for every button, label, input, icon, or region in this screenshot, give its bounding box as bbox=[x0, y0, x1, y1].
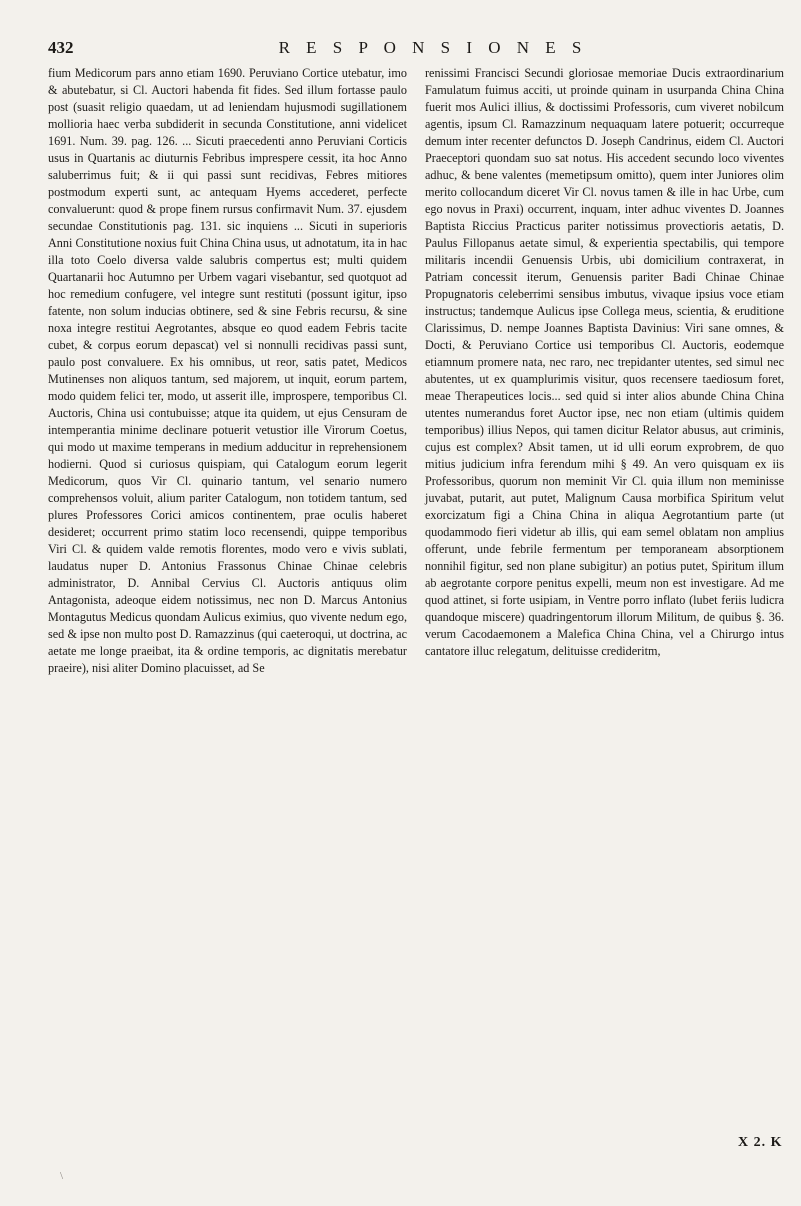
page-header bbox=[48, 38, 778, 62]
margin-mark: \ bbox=[60, 1170, 64, 1182]
signature-mark: X 2. K bbox=[738, 1135, 783, 1150]
text-columns bbox=[48, 65, 784, 677]
left-column-text: fium Medicorum pars anno etiam 1690. Peruviano Cortice utebatur, imo & abutebatur, si Cl. Auctori habenda fit fides. Sed illum fortasse paulo post (suasit religio quaedam, ut ad leniendam hujusmodi sugillationem mollioria haec verba subdiderit in secunda Constitutione, anni videlicet 1691. Num. 39. pag. 126. ... Sicuti praecedenti anno Peruviani Corticis usus in Quartanis ac diuturnis Febribus imprespere cessit, ita hoc Anno saluberrimus fuit; & ii qui passi sunt recidivas, Febres mitiores postmodum experti sunt, ac antequam Hyems accederet, perfecte convaluerunt: quod & prope finem rursus confirmavit Num. 37. ejusdem secundae Constitutionis pag. 131. sic inquiens ... Sicuti in superioris Anni Constitutione noxius fuit China China usus, ut adnotatum, ita in hac illa toto Coelo diversa valde salubris compertus est; multi quidem Quartanarii hoc Autumno per Urbem vagari visebantur, sed quotquot ad hoc remedium confugere, vel integre sunt restituti (possunt igitur, ipso fatente, non solum inducias obtinere, sed & sine Febris recursu, & sine noxa integre restitui Aegrotantes, absque eo quod eadem Febris tacite cubet, & corpus eorum depascat) vel si nonnulli recidivas passi sunt, paulo post convaluere. Ex his omnibus, ut reor, satis patet, Medicos Mutinenses non aliquos tantum, sed majorem, ut inquit, eorum partem, modo quidem felici ter, modo, ut asserit ille, improspere, temporibus Cl. Auctoris, China usi contubuisse; atque ita quidem, ut ejus Censuram de intemperantia minime declinare potuerit vetustior ille Virorum Coetus, qui modo ut maxime temperans in medium adducitur in reprehensionem hodierni. Quod si curiosus quispiam, qui Catalogum eorum legerit Medicorum, quos Vir Cl. quinario tantum, vel senario numero comprehensos voluit, alium pariter Catalogum, non totidem tantum, sed plures Professores Corici amicos continentem, prae oculis haberet desideret; occurrent primo statim loco recensendi, quippe temporibus Viri Cl. & quidem valde remotis florentes, modo vero e vivis sublati, laudatus nuper D. Antonius Frassonus Chinae Chinae celebris administrator, D. Annibal Cervius Cl. Auctoris antiquus olim Antagonista, adeoque eidem notissimus, nec non D. Marcus Antonius Montagutus Medicus quondam Aulicus eximius, quo vivente nedum ego, sed & ipse non multo post D. Ramazzinus (qui caeteroqui, ut doctrina, ac aetate me longe praeibat, ita & ordine temporis, ac dignitatis merebatur praeire), nisi aliter Domino placuisset, ad Se bbox=[48, 66, 407, 675]
right-column bbox=[425, 65, 784, 677]
left-column bbox=[48, 65, 407, 677]
right-column-text: renissimi Francisci Secundi gloriosae memoriae Ducis extraordinarium Famulatum fuimus acciti, ut proinde quinam in usurpanda China China fuerit mos Aulici illius, & doctissimi Professoris, cum viveret nobilcum agentis, ipsum Cl. Ramazzinum nequaquam latere potuerit; occurreque demum inter recenter defunctos D. Joseph Candrinus, eidem Cl. Auctori Praeceptori quondam suo sat notus. His accedent secundo loco viventes adhuc, & bene valentes (memetipsum omitto), quem inter Juniores olim merito collocandum diceret Vir Cl. novus tamen & ille in hac Urbe, cum ego novus in Praxi) occurrent, inquam, inter adhuc viventes D. Joannes Baptista Riccius Practicus pariter notissimus provectioris aetatis, D. Paulus Fillopanus aetate simul, & experientia spectabilis, qui tempore militaris incendii Genuensis Urbis, ubi domicilium contraxerat, in Patriam concessit iterum, Genuensis pariter Badi Chinae Chinae Propugnatoris celeberrimi sensibus imbutus, vivaque ipsius voce etiam instructus; tandemque Aulicus ipse Collega meus, scientia, & eruditione Clarissimus, D. nempe Joannes Baptista Davinius: Viri sane omnes, & Docti, & Peruviano Cortice usi temporibus Cl. Auctoris, eodemque etiamnum promere nata, nec raro, nec trepidanter utentes, sed simul nec abutentes, ut ex quamplurimis visitur, quos recensere taediosum foret, meae Therapeutices locis... sed quid si inter alios abunde China China utentes numerandus foret Auctor ipse, nec non etiam (ultimis quidem temporibus) illius Nepos, qui tamen dicitur Relator abusus, aut criminis, cujus est complex? Absit tamen, ut id ulli eorum exprobrem, de quo mitius judicium infra ferendum mihi § 49. An vero quisquam ex iis Professoribus, quorum non meminit Vir Cl. quia illum non meminisse juvabat, putarit, aut putet, Malignum Causa morbifica Spiritum velut exorcizatum figi a China China in aliqua Aegrotantium parte (ut quodammodo fieri videtur ab illis, qui eam semel oblatam non amplius offerunt, unde febrile fermentum per temporaneam absorptionem nonnihil figitur, sed non plane subigitur) an potius putet, Spiritum illum ab aegrotante corpore penitus expelli, meum non est investigare. Ad me quod attinet, si forte usipiam, in Ventre porro inflato (lubet feriis ludicra quandoque miscere) quadringentorum illorum Militum, de quibus §. 36. verum Cacodaemonem a Malefica China China, vel a Chirurgo intus cantatore illuc relegatum, delituisse credideritm, bbox=[425, 66, 784, 658]
page-number: 432 bbox=[48, 38, 74, 57]
running-head: R E S P O N S I O N E S bbox=[278, 38, 588, 57]
